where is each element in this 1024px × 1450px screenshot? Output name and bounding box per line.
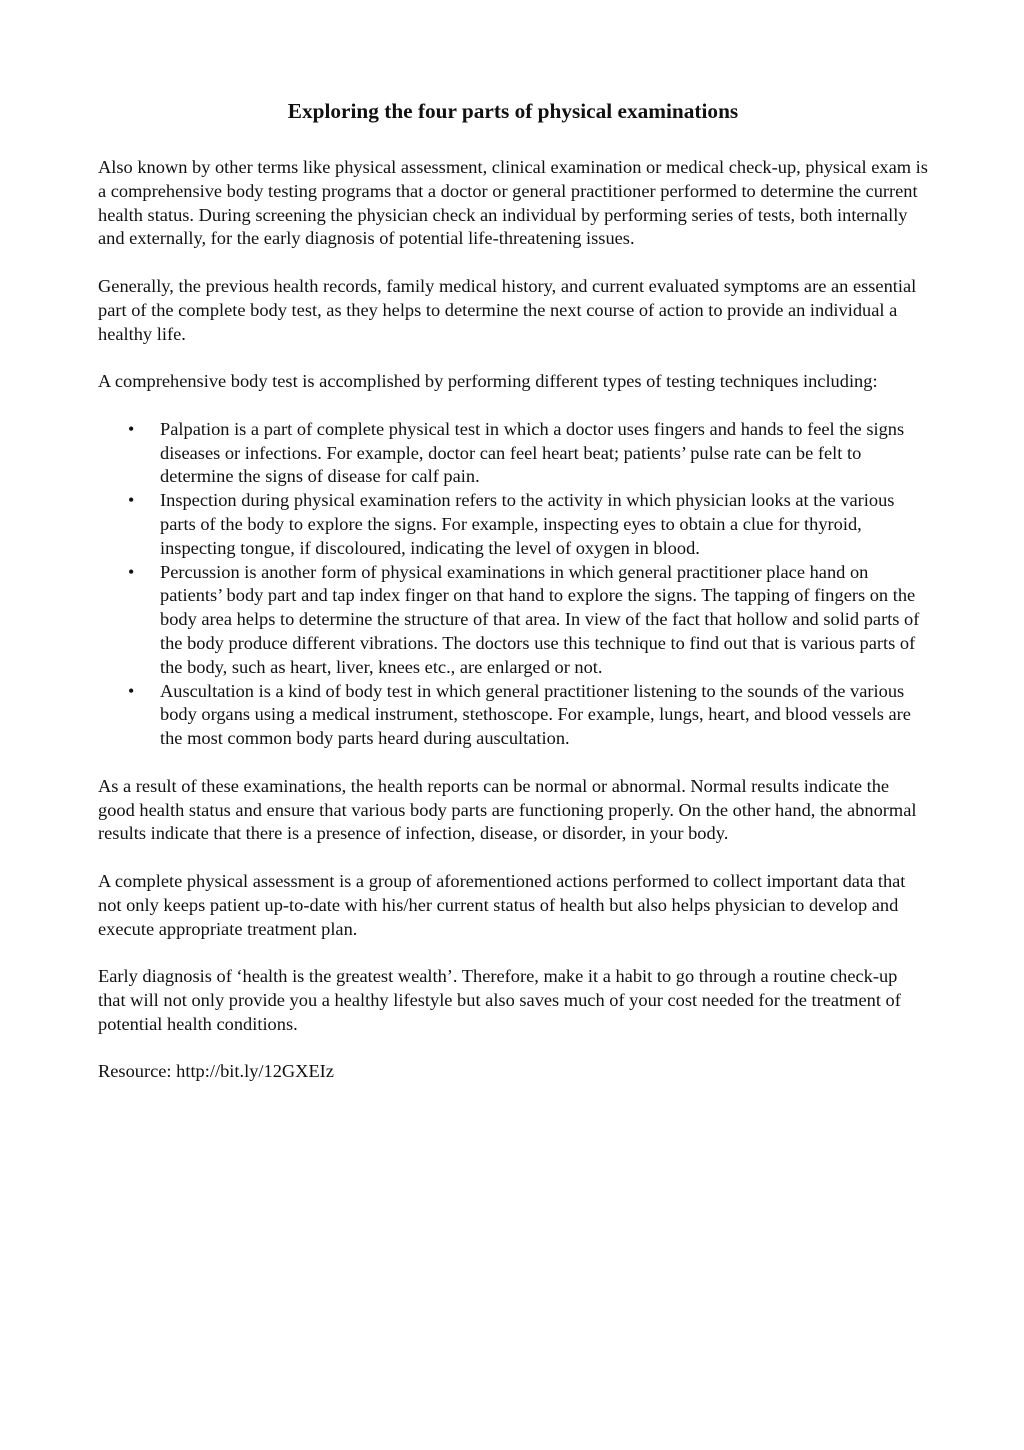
- bullet-icon: •: [128, 680, 135, 701]
- document-title: Exploring the four parts of physical examinations: [287, 99, 739, 123]
- paragraph-intro-3: A comprehensive body test is accomplished by performing different types of testing techniques including:: [98, 371, 878, 392]
- resource-line: Resource: http://bit.ly/12GXEIz: [98, 1061, 334, 1082]
- paragraph-outro-3: Early diagnosis of ‘health is the greatest wealth’. Therefore, make it a habit to go through a routine check-up that will not only provide you a healthy lifestyle but also saves much of your cost needed for the treatment of potential health conditions.: [98, 966, 901, 1034]
- list-item-text: Palpation is a part of complete physical test in which a doctor uses fingers and hands to feel the signs diseases or infections. For example, doctor can feel heart beat; patients’ pulse rate can be felt to determine the signs of disease for calf pain.: [160, 418, 905, 487]
- list-item-text: Percussion is another form of physical examinations in which general practitioner place hand on patients’ body part and tap index finger on that hand to explore the signs. The tapping of fingers on the body area helps to determine the structure of that area. In view of the fact that hollow and solid parts of the body produce different vibrations. The doctors use this technique to find out that is various parts of the body, such as heart, liver, knees etc., are enlarged or not.: [160, 561, 920, 677]
- list-item-text: Auscultation is a kind of body test in which general practitioner listening to the sounds of the various body organs using a medical instrument, stethoscope. For example, lungs, heart, and blood vessels are the most common body parts heard during auscultation.: [160, 680, 911, 749]
- list-item-text: Inspection during physical examination refers to the activity in which physician looks at the various parts of the body to explore the signs. For example, inspecting eyes to obtain a clue for thyroid, inspecting tongue, if discoloured, indicating the level of oxygen in blood.: [160, 490, 895, 558]
- list-item-palpation: [98, 418, 928, 489]
- paragraph-intro-1: Also known by other terms like physical assessment, clinical examination or medical check-up, physical exam is a comprehensive body testing programs that a doctor or general practitioner performed to determine the current health status. During screening the physician check an individual by performing series of tests, both internally and externally, for the early diagnosis of potential life-threatening issues.: [98, 157, 928, 249]
- bullet-icon: •: [128, 490, 135, 511]
- document-body: [98, 97, 928, 1108]
- paragraph-intro-2: Generally, the previous health records, family medical history, and current evaluated symptoms are an essential part of the complete body test, as they helps to determine the next course of action to provide an individual a healthy life.: [98, 275, 917, 344]
- list-item-inspection: [98, 489, 928, 560]
- list-item-percussion: [98, 561, 928, 680]
- techniques-list: [98, 418, 928, 751]
- paragraph-outro-2: A complete physical assessment is a group of aforementioned actions performed to collect important data that not only keeps patient up-to-date with his/her current status of health but also helps physician to develop and execute appropriate treatment plan.: [98, 870, 906, 939]
- paragraph-outro-1: As a result of these examinations, the health reports can be normal or abnormal. Normal results indicate the good health status and ensure that various body parts are functioning properly. On the other hand, the abnormal results indicate that there is a presence of infection, disease, or disorder, in your body.: [98, 775, 917, 844]
- bullet-icon: •: [128, 418, 135, 439]
- bullet-icon: •: [128, 561, 135, 582]
- list-item-auscultation: [98, 680, 928, 751]
